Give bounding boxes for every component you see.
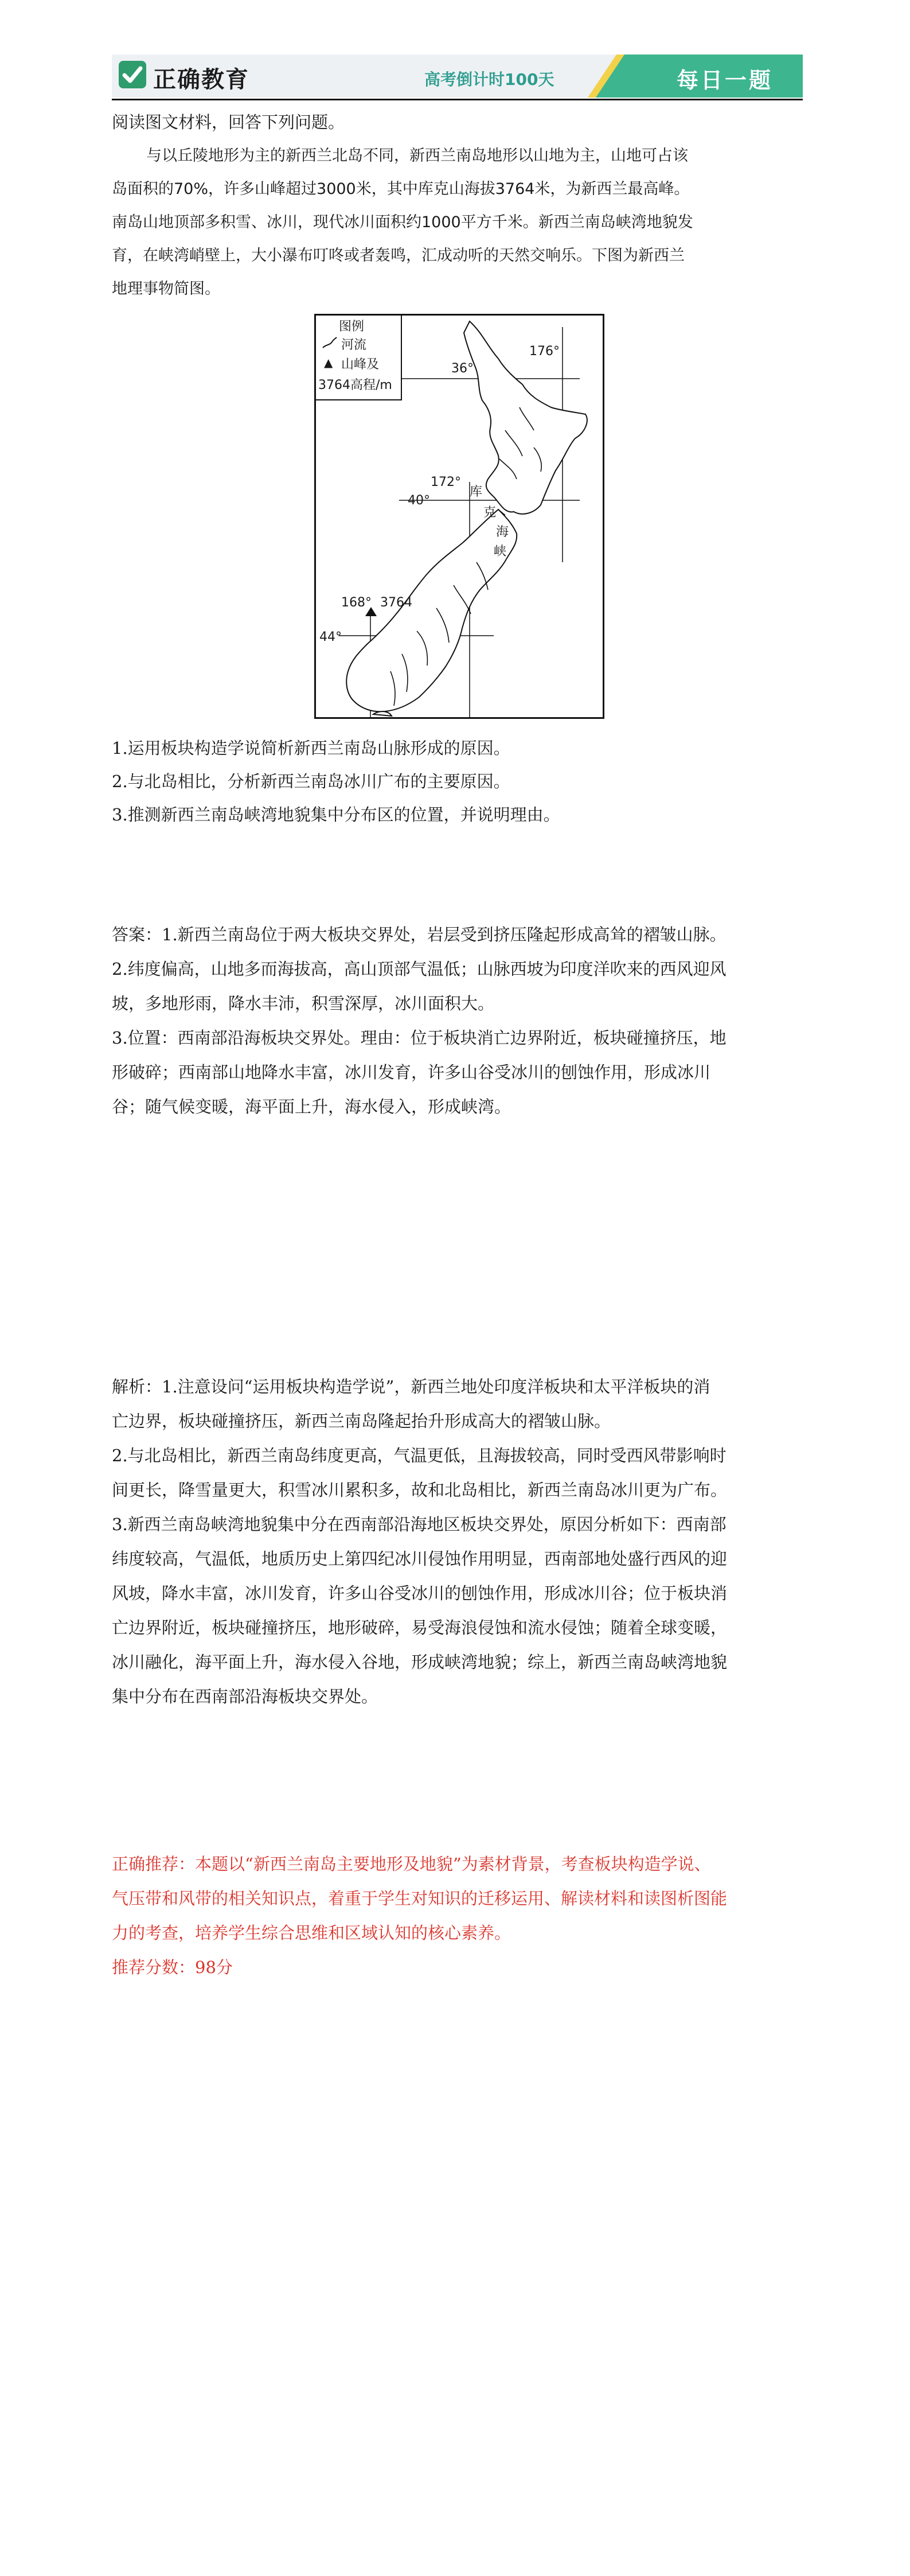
ribbon-label: 每日一题 <box>676 68 773 93</box>
analysis-line: 间更长，降雪量更大，积雪冰川累积多，故和北岛相比，新西兰南岛冰川更为广布。 <box>112 1480 728 1500</box>
recommendation-line: 力的考查，培养学生综合思维和区域认知的核心素养。 <box>112 1923 511 1943</box>
recommendation-score: 推荐分数：98分 <box>112 1958 233 1977</box>
analysis-line: 3.新西兰南岛峡湾地貌集中分在西南部沿海地区板块交界处，原因分析如下：西南部 <box>112 1515 727 1534</box>
material-line: 岛面积的70%，许多山峰超过3000米，其中库克山海拔3764米，为新西兰最高峰。 <box>112 180 690 198</box>
question-item: 3.推测新西兰南岛峡湾地貌集中分布区的位置，并说明理由。 <box>112 805 560 824</box>
legend-elevation: 3764高程/m <box>318 378 392 392</box>
analysis-line: 集中分布在西南部沿海板块交界处。 <box>112 1687 378 1706</box>
label-lon-176: 176° <box>529 344 560 359</box>
label-lon-172: 172° <box>431 475 461 489</box>
answer-line: 形破碎；西南部山地降水丰富，冰川发育，许多山谷受冰川的刨蚀作用，形成冰川 <box>112 1063 711 1082</box>
analysis-line: 2.与北岛相比，新西兰南岛纬度更高，气温更低，且海拔较高，同时受西风带影响时 <box>112 1446 727 1465</box>
answer-line: 2.纬度偏高，山地多而海拔高，高山顶部气温低；山脉西坡为印度洋吹来的西风迎风 <box>112 959 727 979</box>
brand-name: 正确教育 <box>153 67 249 93</box>
analysis-line: 亡边界附近，板块碰撞挤压，地形破碎，易受海浪侵蚀和流水侵蚀；随着全球变暖， <box>112 1618 728 1637</box>
label-hai: 海 <box>496 525 509 539</box>
label-ke: 克 <box>483 505 497 520</box>
countdown-text: 高考倒计时100天 <box>424 70 554 89</box>
questions-block <box>112 731 803 831</box>
question-item: 2.与北岛相比，分析新西兰南岛冰川广布的主要原因。 <box>112 772 510 791</box>
analysis-block <box>112 1369 803 1714</box>
recommendation-line: 气压带和风带的相关知识点，着重于学生对知识的迁移运用、解读材料和读图析图能 <box>112 1889 728 1908</box>
answer-line: 答案：1.新西兰南岛位于两大板块交界处，岩层受到挤压隆起形成高耸的褶皱山脉。 <box>112 925 727 944</box>
new-zealand-map <box>314 314 604 719</box>
recommendation-line: 正确推荐：本题以“新西兰南岛主要地形及地貌”为素材背景，考查板块构造学说、 <box>112 1854 711 1874</box>
intro-text: 阅读图文材料，回答下列问题。 <box>112 112 345 132</box>
map-legend <box>316 316 402 400</box>
label-lat-44: 44° <box>319 630 342 644</box>
answer-line: 坡，多地形雨，降水丰沛，积雪深厚，冰川面积大。 <box>112 994 495 1013</box>
label-ku: 库 <box>470 485 483 499</box>
material-line: 育，在峡湾峭壁上，大小瀑布叮咚或者轰鸣，汇成动听的天然交响乐。下图为新西兰 <box>112 247 685 264</box>
answer-block <box>112 917 803 1124</box>
recommendation-block <box>112 1847 803 1984</box>
analysis-line: 解析：1.注意设问“运用板块构造学说”，新西兰地处印度洋板块和太平洋板块的消 <box>112 1377 710 1396</box>
answer-line: 谷；随气候变暖，海平面上升，海水侵入，形成峡湾。 <box>112 1097 511 1116</box>
header-divider <box>112 99 803 100</box>
legend-title: 图例 <box>339 320 365 334</box>
material-line: 与以丘陵地形为主的新西兰北岛不同，新西兰南岛地形以山地为主，山地可占该 <box>146 147 688 165</box>
material-line: 南岛山地顶部多积雪、冰川，现代冰川面积约1000平方千米。新西兰南岛峡湾地貌发 <box>112 213 693 231</box>
question-item: 1.运用板块构造学说简析新西兰南岛山脉形成的原因。 <box>112 738 510 758</box>
checkmark-logo-icon <box>119 61 146 88</box>
analysis-line: 纬度较高，气温低，地质历史上第四纪冰川侵蚀作用明显，西南部地处盛行西风的迎 <box>112 1549 728 1569</box>
label-lon-168: 168° <box>341 596 372 610</box>
legend-river: 河流 <box>341 338 367 352</box>
label-peak-elevation: 3764 <box>380 596 412 610</box>
label-xia: 峡 <box>494 544 507 559</box>
material-paragraph <box>112 139 803 306</box>
page <box>112 55 803 1984</box>
analysis-line: 亡边界，板块碰撞挤压，新西兰南岛隆起抬升形成高大的褶皱山脉。 <box>112 1411 611 1431</box>
label-lat-40: 40° <box>408 493 430 508</box>
label-lat-36: 36° <box>451 361 474 376</box>
analysis-line: 风坡，降水丰富，冰川发育，许多山谷受冰川的刨蚀作用，形成冰川谷；位于板块消 <box>112 1583 728 1603</box>
answer-line: 3.位置：西南部沿海板块交界处。理由：位于板块消亡边界附近，板块碰撞挤压，地 <box>112 1028 727 1048</box>
header-banner <box>112 55 803 98</box>
material-line: 地理事物简图。 <box>112 280 220 298</box>
peak-triangle-icon: ▲ <box>324 356 333 369</box>
analysis-line: 冰川融化，海平面上升，海水侵入谷地，形成峡湾地貌；综上，新西兰南岛峡湾地貌 <box>112 1652 728 1672</box>
legend-peak: 山峰及 <box>341 357 380 372</box>
